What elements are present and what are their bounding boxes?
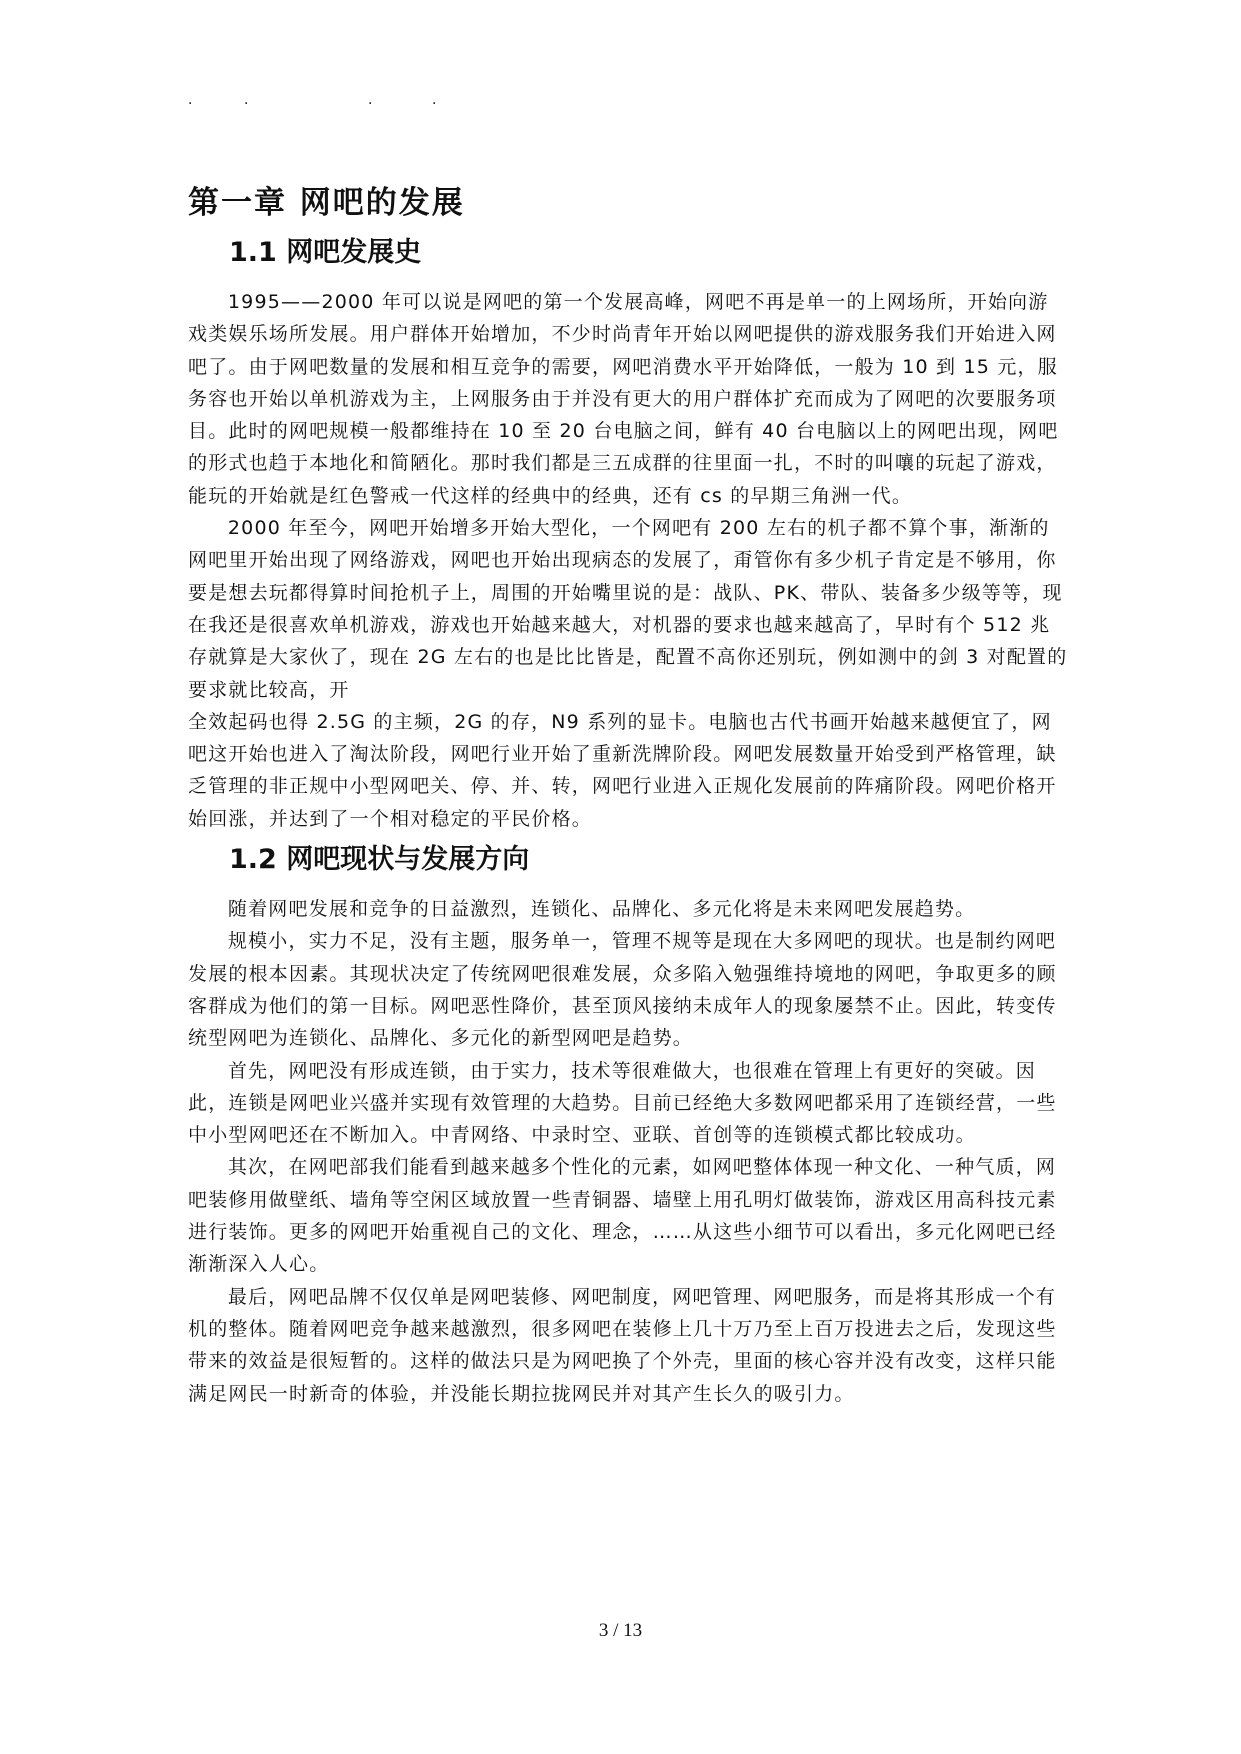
paragraph: 1995——2000 年可以说是网吧的第一个发展高峰，网吧不再是单一的上网场所，开始向游戏类娱乐场所发展。用户群体开始增加，不少时尚青年开始以网吧提供的游戏服务我们开始进入网吧了。由于网吧数量的发展和相互竞争的需要，网吧消费水平开始降低，一般为 10 到 15 元，服务容也开始以单机游戏为主，上网服务由于并没有更大的用户群体扩充而成为了网吧的次要服务项目。此时的网吧规模一般都维持在 10 至 20 台电脑之间，鲜有 40 台电脑以上的网吧出现，网吧的形式也趋于本地化和简陋化。那时我们都是三五成群的往里面一扎，不时的叫嚷的玩起了游戏，能玩的开始就是红色警戒一代这样的经典中的经典，还有 cs 的早期三角洲一代。: [188, 291, 1059, 507]
section-title-1-1: 1.1 网吧发展史: [229, 237, 422, 268]
paragraph: 全效起码也得 2.5G 的主频，2G 的存，N9 系列的显卡。电脑也古代书画开始越来越便宜了，网吧这开始也进入了淘汰阶段，网吧行业开始了重新洗牌阶段。网吧发展数量开始受到严格管理，缺乏管理的非正规中小型网吧关、停、并、转，网吧行业进入正规化发展前的阵痛阶段。网吧价格开始回涨，并达到了一个相对稳定的平民价格。: [188, 710, 1057, 830]
section-title-1-2: 1.2 网吧现状与发展方向: [229, 844, 530, 876]
paragraph: 2000 年至今，网吧开始增多开始大型化，一个网吧有 200 左右的机子都不算个事，渐渐的网吧里开始出现了网络游戏，网吧也开始出现病态的发展了，甭管你有多少机子肯定是不够用，你要是想去玩都得算时间抢机子上，周围的开始嘴里说的是：战队、PK、带队、装备多少级等等，现在我还是很喜欢单机游戏，游戏也开始越来越大，对机器的要求也越来越高了，早时有个 512 兆存就算是大家伙了，现在 2G 左右的也是比比皆是，配置不高你还别玩，例如测中的剑 3 对配置的要求就比较高，开: [188, 517, 1068, 701]
paragraph: 最后，网吧品牌不仅仅单是网吧装修、网吧制度，网吧管理、网吧服务，而是将其形成一个有机的整体。随着网吧竞争越来越激烈，很多网吧在装修上几十万乃至上百万投进去之后，发现这些带来的效益是很短暂的。这样的做法只是为网吧换了个外壳，里面的核心容并没有改变，这样只能满足网民一时新奇的体验，并没能长期拉拢网民并对其产生长久的吸引力。: [188, 1285, 1057, 1405]
header-dot: .: [368, 92, 373, 108]
paragraph: 随着网吧发展和竞争的日益激烈，连锁化、品牌化、多元化将是未来网吧发展趋势。: [227, 898, 976, 921]
header-dots: [188, 94, 488, 106]
paragraph: 其次，在网吧部我们能看到越来越多个性化的元素，如网吧整体体现一种文化、一种气质，网吧装修用做壁纸、墙角等空闲区域放置一些青铜器、墙壁上用孔明灯做装饰，游戏区用高科技元素进行装饰。更多的网吧开始重视自己的文化、理念，……从这些小细节可以看出，多元化网吧已经渐渐深入人心。: [188, 1156, 1057, 1276]
header-dot: .: [432, 92, 437, 108]
chapter-title: 第一章 网吧的发展: [188, 185, 465, 221]
section-body-1-2: [188, 893, 1068, 1410]
paragraph: 首先，网吧没有形成连锁，由于实力，技术等很难做大，也很难在管理上有更好的突破。因此，连锁是网吧业兴盛并实现有效管理的大趋势。目前已经绝大多数网吧都采用了连锁经营，一些中小型网吧还在不断加入。中青网络、中录时空、亚联、首创等的连锁模式都比较成功。: [188, 1059, 1057, 1147]
document-body: [188, 178, 1068, 1410]
header-dot: .: [244, 92, 249, 108]
section-body-1-1: [188, 286, 1068, 835]
header-dot: .: [188, 92, 193, 108]
page-number: 3 / 13: [598, 1620, 643, 1641]
paragraph: 规模小，实力不足，没有主题，服务单一，管理不规等是现在大多网吧的现状。也是制约网吧发展的根本因素。其现状决定了传统网吧很难发展，众多陷入勉强维持境地的网吧，争取更多的顾客群成为他们的第一目标。网吧恶性降价，甚至顶风接纳未成年人的现象屡禁不止。因此，转变传统型网吧为连锁化、品牌化、多元化的新型网吧是趋势。: [188, 930, 1057, 1050]
